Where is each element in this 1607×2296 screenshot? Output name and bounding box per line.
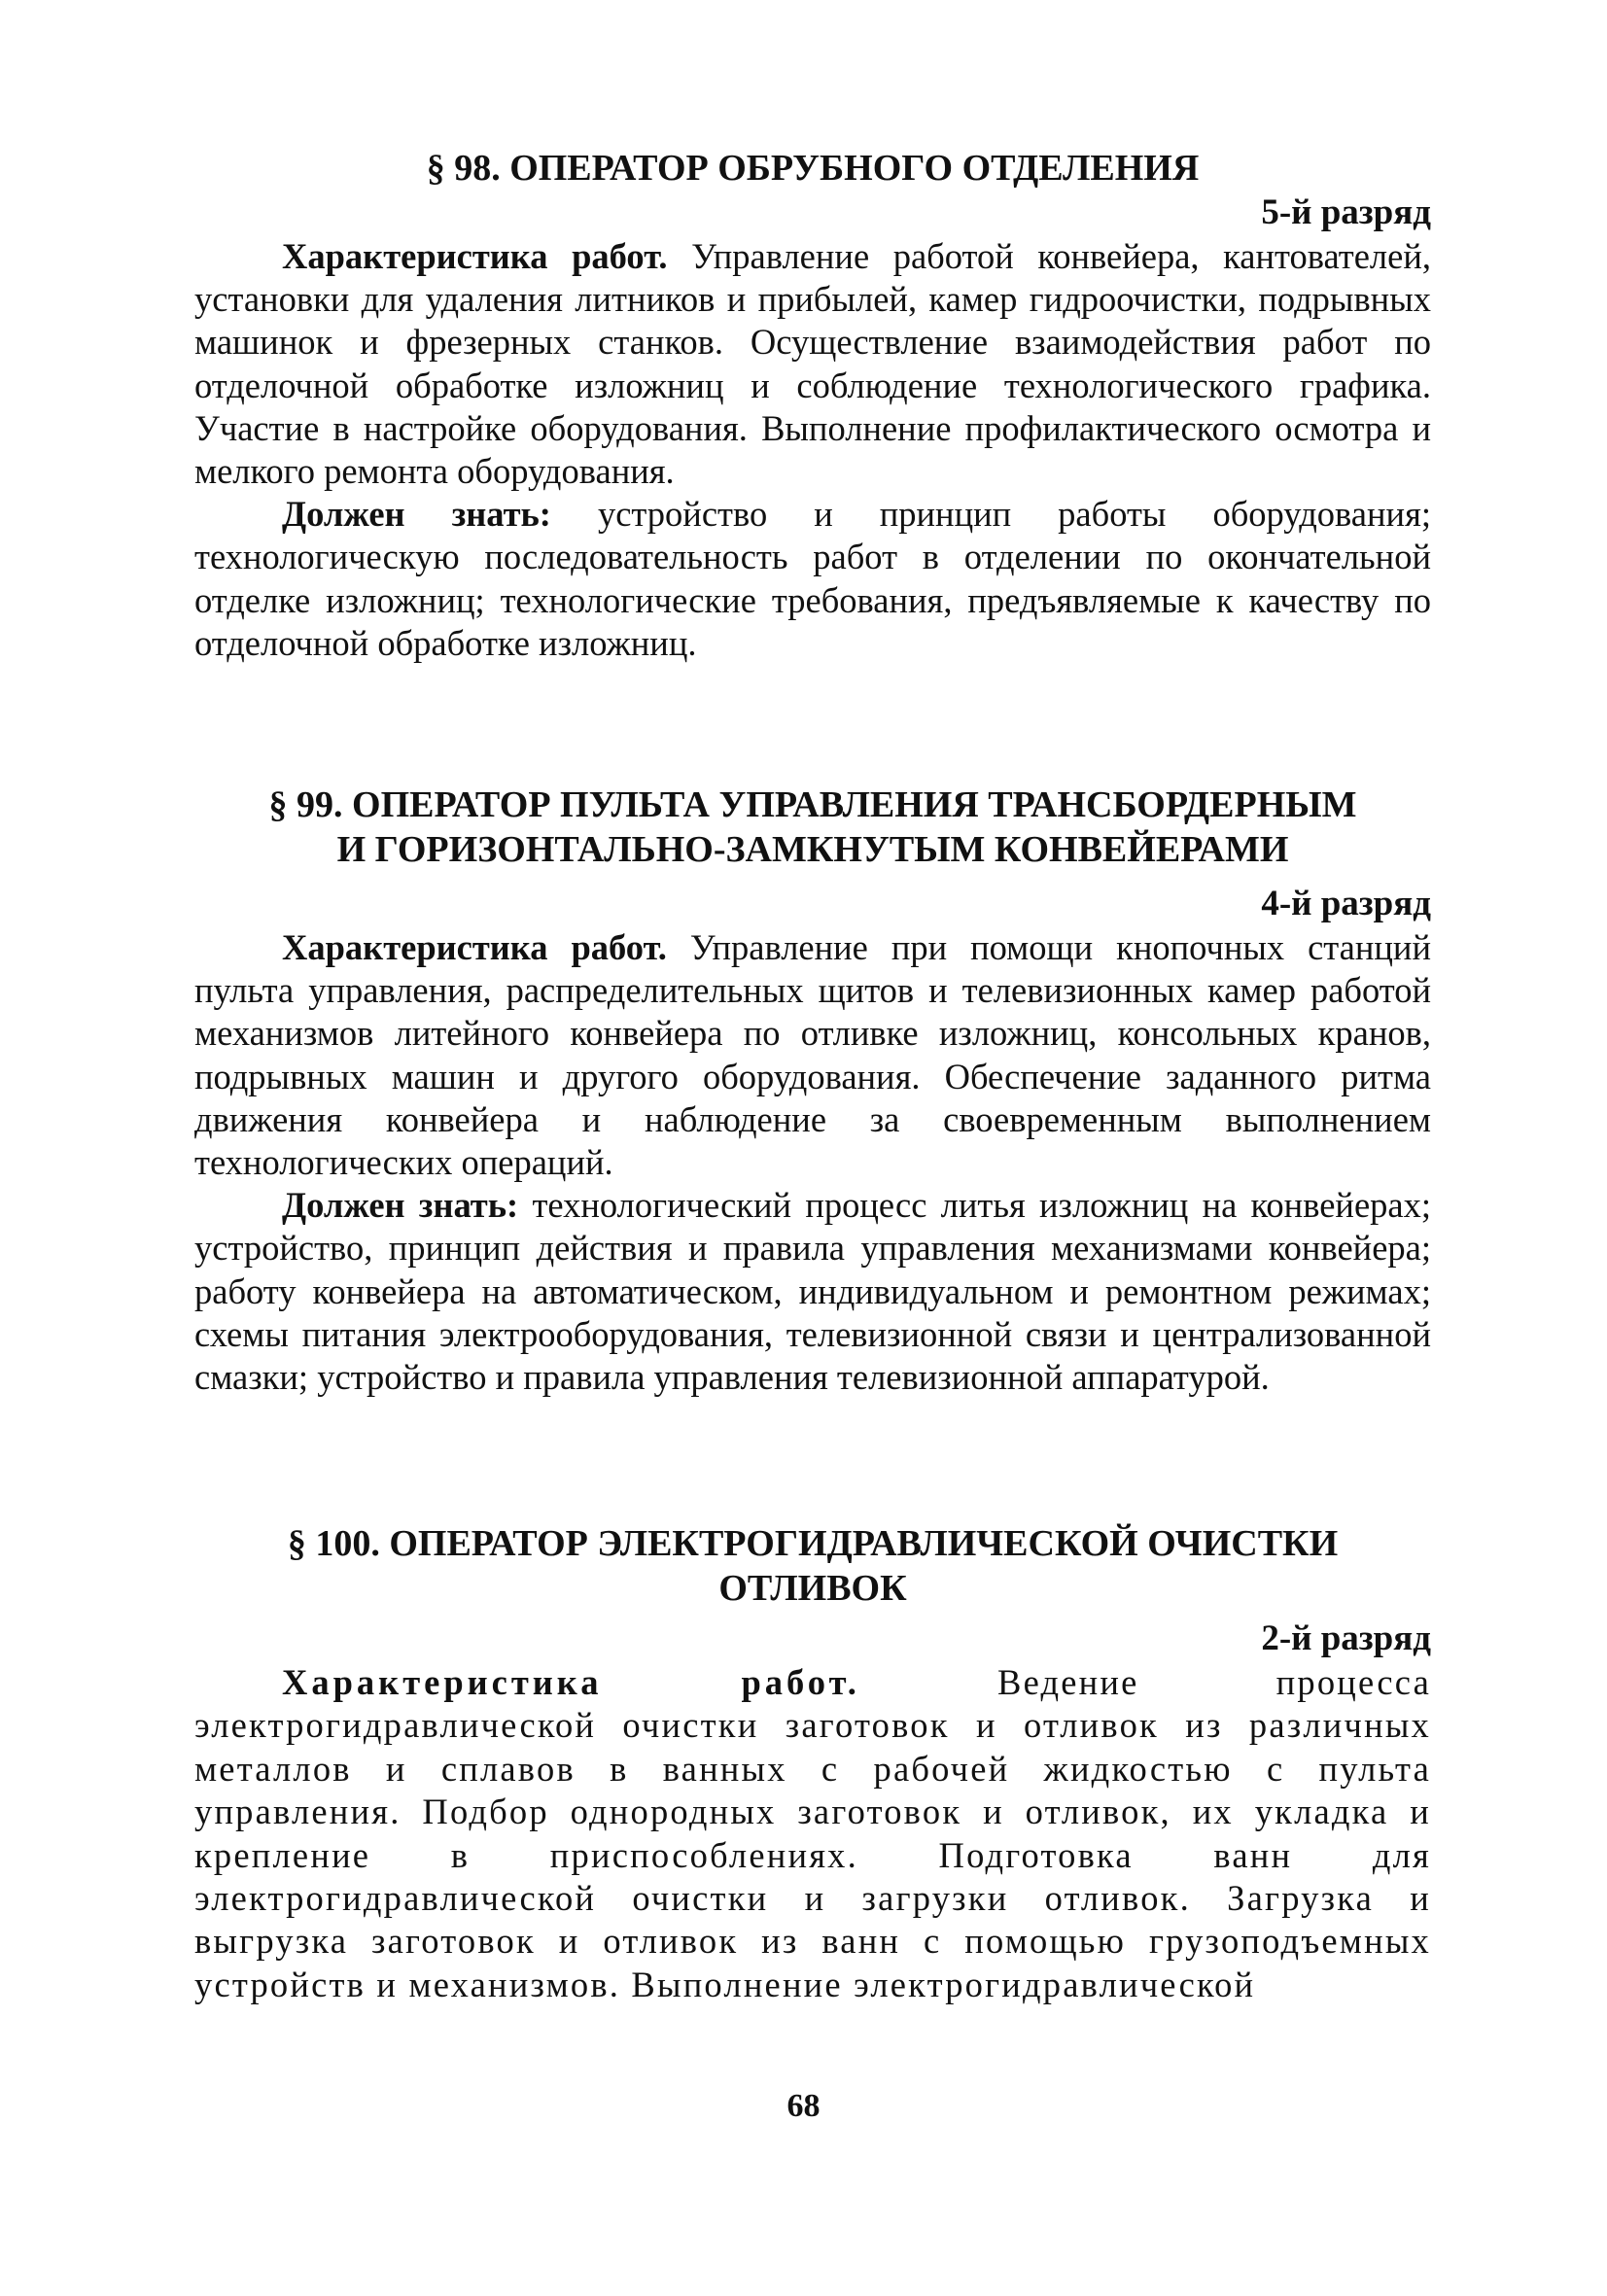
knowledge-label: Должен знать: [282,1185,519,1226]
section-99 [194,783,1431,1399]
title-line: ОТЛИВОК [718,1568,907,1609]
characteristic-paragraph [194,926,1431,1184]
characteristic-text: Ведение процесса электрогидравлической очистки заготовок и отливок из различных металлов и сплавов в ванных с рабочей жидкостью с пульта управления. Подбор однородных заготовок и отливок, их укладка и крепление в приспособлениях. Подготовка ванн для электрогидравлической очистки и загрузки отливок. Загрузка и выгрузка заготовок и отливок из ванн с помощью грузоподъемных устройств и механизмов. Выполнение электрогидравлической [194,1662,1432,2004]
grade-label: 5-й разряд [1261,192,1431,232]
page-number: 68 [786,2088,821,2124]
title-line: § 98. ОПЕРАТОР ОБРУБНОГО ОТДЕЛЕНИЯ [426,148,1200,189]
characteristic-text: Управление работой конвейера, кантователей, установки для удаления литников и прибылей, камер гидроочистки, подрывных машинок и фрезерных станков. Осуществление взаимодействия работ по отделочной обработке изложниц и соблюдение технологического графика. Участие в настройке оборудования. Выполнение профилактического осмотра и мелкого ремонта оборудования. [194,236,1431,492]
section-100 [194,1521,1431,2006]
section-title [194,146,1431,191]
characteristic-label: Характеристика работ. [282,236,668,276]
characteristic-text: Управление при помощи кнопочных станций пульта управления, распределительных щитов и телевизионных камер работой механизмов литейного конвейера по отливке изложниц, консольных кранов, подрывных машин и другого оборудования. Обеспечение заданного ритма движения конвейера и наблюдение за своевременным выполнением технологических операций. [194,927,1431,1183]
characteristic-label: Характеристика работ. [282,1662,860,1702]
title-line: И ГОРИЗОНТАЛЬНО-ЗАМКНУТЫМ КОНВЕЙЕРАМИ [336,829,1289,870]
section-title [194,783,1431,872]
grade-label: 2-й разряд [1261,1618,1431,1658]
characteristic-paragraph [194,235,1431,493]
knowledge-paragraph [194,1184,1431,1399]
knowledge-paragraph [194,493,1431,665]
characteristic-paragraph [194,1661,1431,2006]
section-98 [194,146,1431,665]
knowledge-text: устройство и принцип работы оборудования; технологическую последовательность работ в отделении по окончательной отделке изложниц; технологические требования, предъявляемые к качеству по отделочной обработке изложниц. [194,494,1432,663]
knowledge-label: Должен знать: [282,494,551,535]
grade-label: 4-й разряд [1261,884,1431,923]
characteristic-label: Характеристика работ. [282,927,667,967]
title-line: § 100. ОПЕРАТОР ЭЛЕКТРОГИДРАВЛИЧЕСКОЙ ОЧИСТКИ [287,1523,1339,1564]
knowledge-text: технологический процесс литья изложниц на конвейерах; устройство, принцип действия и правила управления механизмами конвейера; работу конвейера на автоматическом, индивидуальном и ремонтном режимах; схемы питания электрооборудования, телевизионной связи и централизованной смазки; устройство и правила управления телевизионной аппаратурой. [194,1185,1431,1398]
section-title [194,1521,1431,1611]
title-line: § 99. ОПЕРАТОР ПУЛЬТА УПРАВЛЕНИЯ ТРАНСБОРДЕРНЫМ [268,784,1357,825]
